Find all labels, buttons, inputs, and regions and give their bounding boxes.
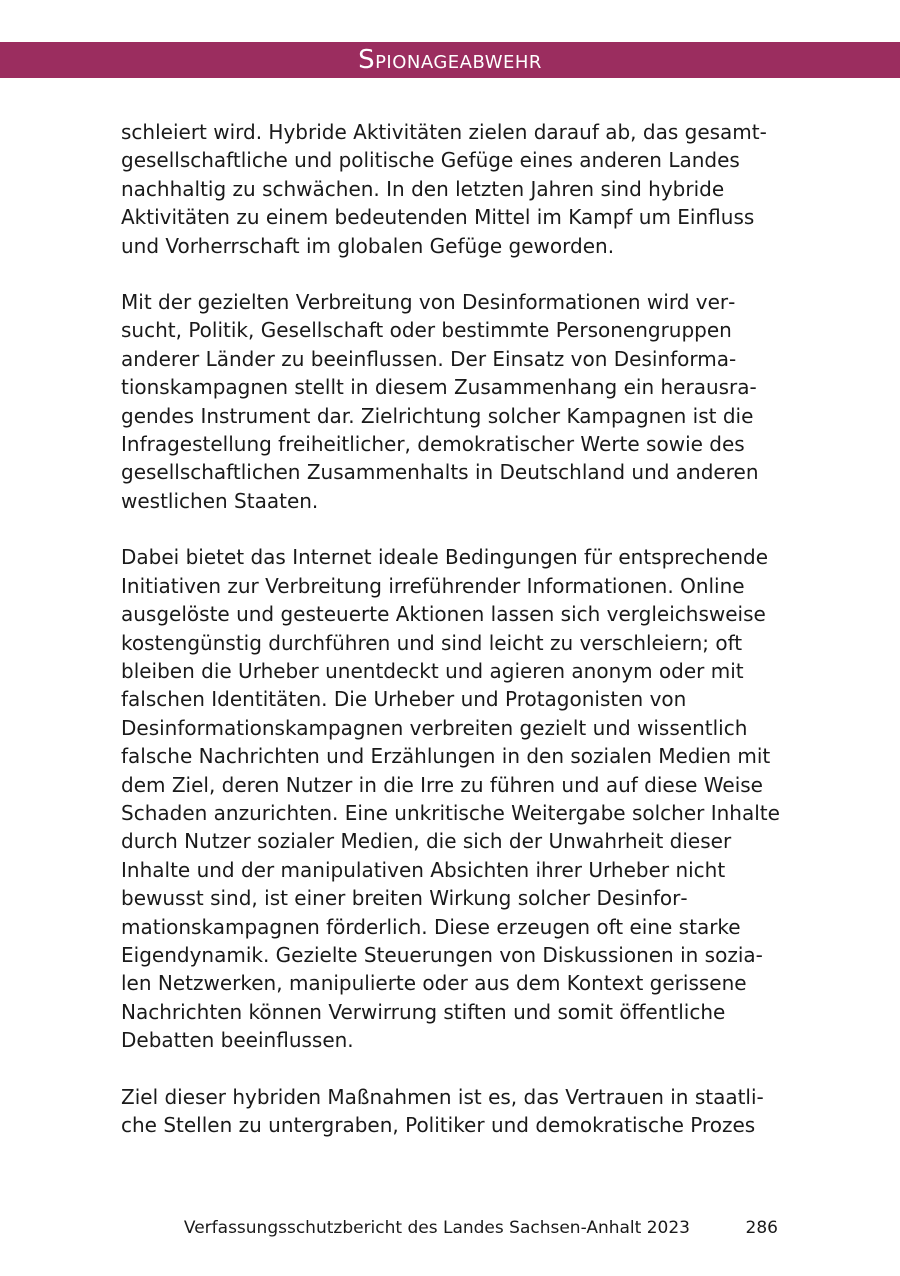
paragraph: Dabei bietet das Internet ideale Bedingungen für entsprechende Initiativen zur Verbreitung irreführender Informationen. Online ausgelöste und gesteuerte Aktionen lassen sich vergleichsweise kostengünstig durchführen und sind leicht zu verschleiern; oft bleiben die Urheber unentdeckt und agieren anonym oder mit falschen Identitäten. Die Urheber und Protagonisten von Desinformationskampagnen verbreiten gezielt und wissentlich falsche Nachrichten und Erzählungen in den sozialen Medien mit dem Ziel, deren Nutzer in die Irre zu führen und auf diese Weise Schaden anzurichten. Eine unkritische Weitergabe solcher Inhalte durch Nutzer sozialer Medien, die sich der Unwahrheit dieser Inhalte und der manipulativen Absichten ihrer Urheber nicht bewusst sind, ist einer breiten Wirkung solcher Desinformationskampagnen förderlich. Diese erzeugen oft eine starke Eigendynamik. Gezielte Steuerungen von Diskussionen in sozialen Netzwerken, manipulierte oder aus dem Kontext gerissene Nachrichten können Verwirrung stiften und somit öffentliche Debatten beeinflussen. xyxy=(121,545,780,1053)
body-text xyxy=(121,118,781,1167)
paragraph: schleiert wird. Hybride Aktivitäten zielen darauf ab, das gesamtgesellschaftliche und politische Gefüge eines anderen Landes nachhaltig zu schwächen. In den letzten Jahren sind hybride Aktivitäten zu einem bedeutenden Mittel im Kampf um Einfluss und Vorherrschaft im globalen Gefüge geworden. xyxy=(121,120,767,258)
footer-title: Verfassungsschutzbericht des Landes Sachsen-Anhalt 2023 xyxy=(183,1218,690,1238)
paragraph: Mit der gezielten Verbreitung von Desinformationen wird versucht, Politik, Gesellschaft oder bestimmte Personengruppen anderer Länder zu beeinflussen. Der Einsatz von Desinformationskampagnen stellt in diesem Zusammenhang ein herausragendes Instrument dar. Zielrichtung solcher Kampagnen ist die Infragestellung freiheitlicher, demokratischer Werte sowie des gesellschaftlichen Zusammenhalts in Deutschland und anderen westlichen Staaten. xyxy=(121,290,759,513)
section-title: Spionageabwehr xyxy=(358,45,542,75)
section-header-band xyxy=(0,42,900,78)
page-footer xyxy=(0,1214,900,1242)
paragraph: Ziel dieser hybriden Maßnahmen ist es, das Vertrauen in staatliche Stellen zu untergraben, Politiker und demokratische Prozes xyxy=(121,1084,764,1137)
page-number: 286 xyxy=(745,1218,778,1238)
